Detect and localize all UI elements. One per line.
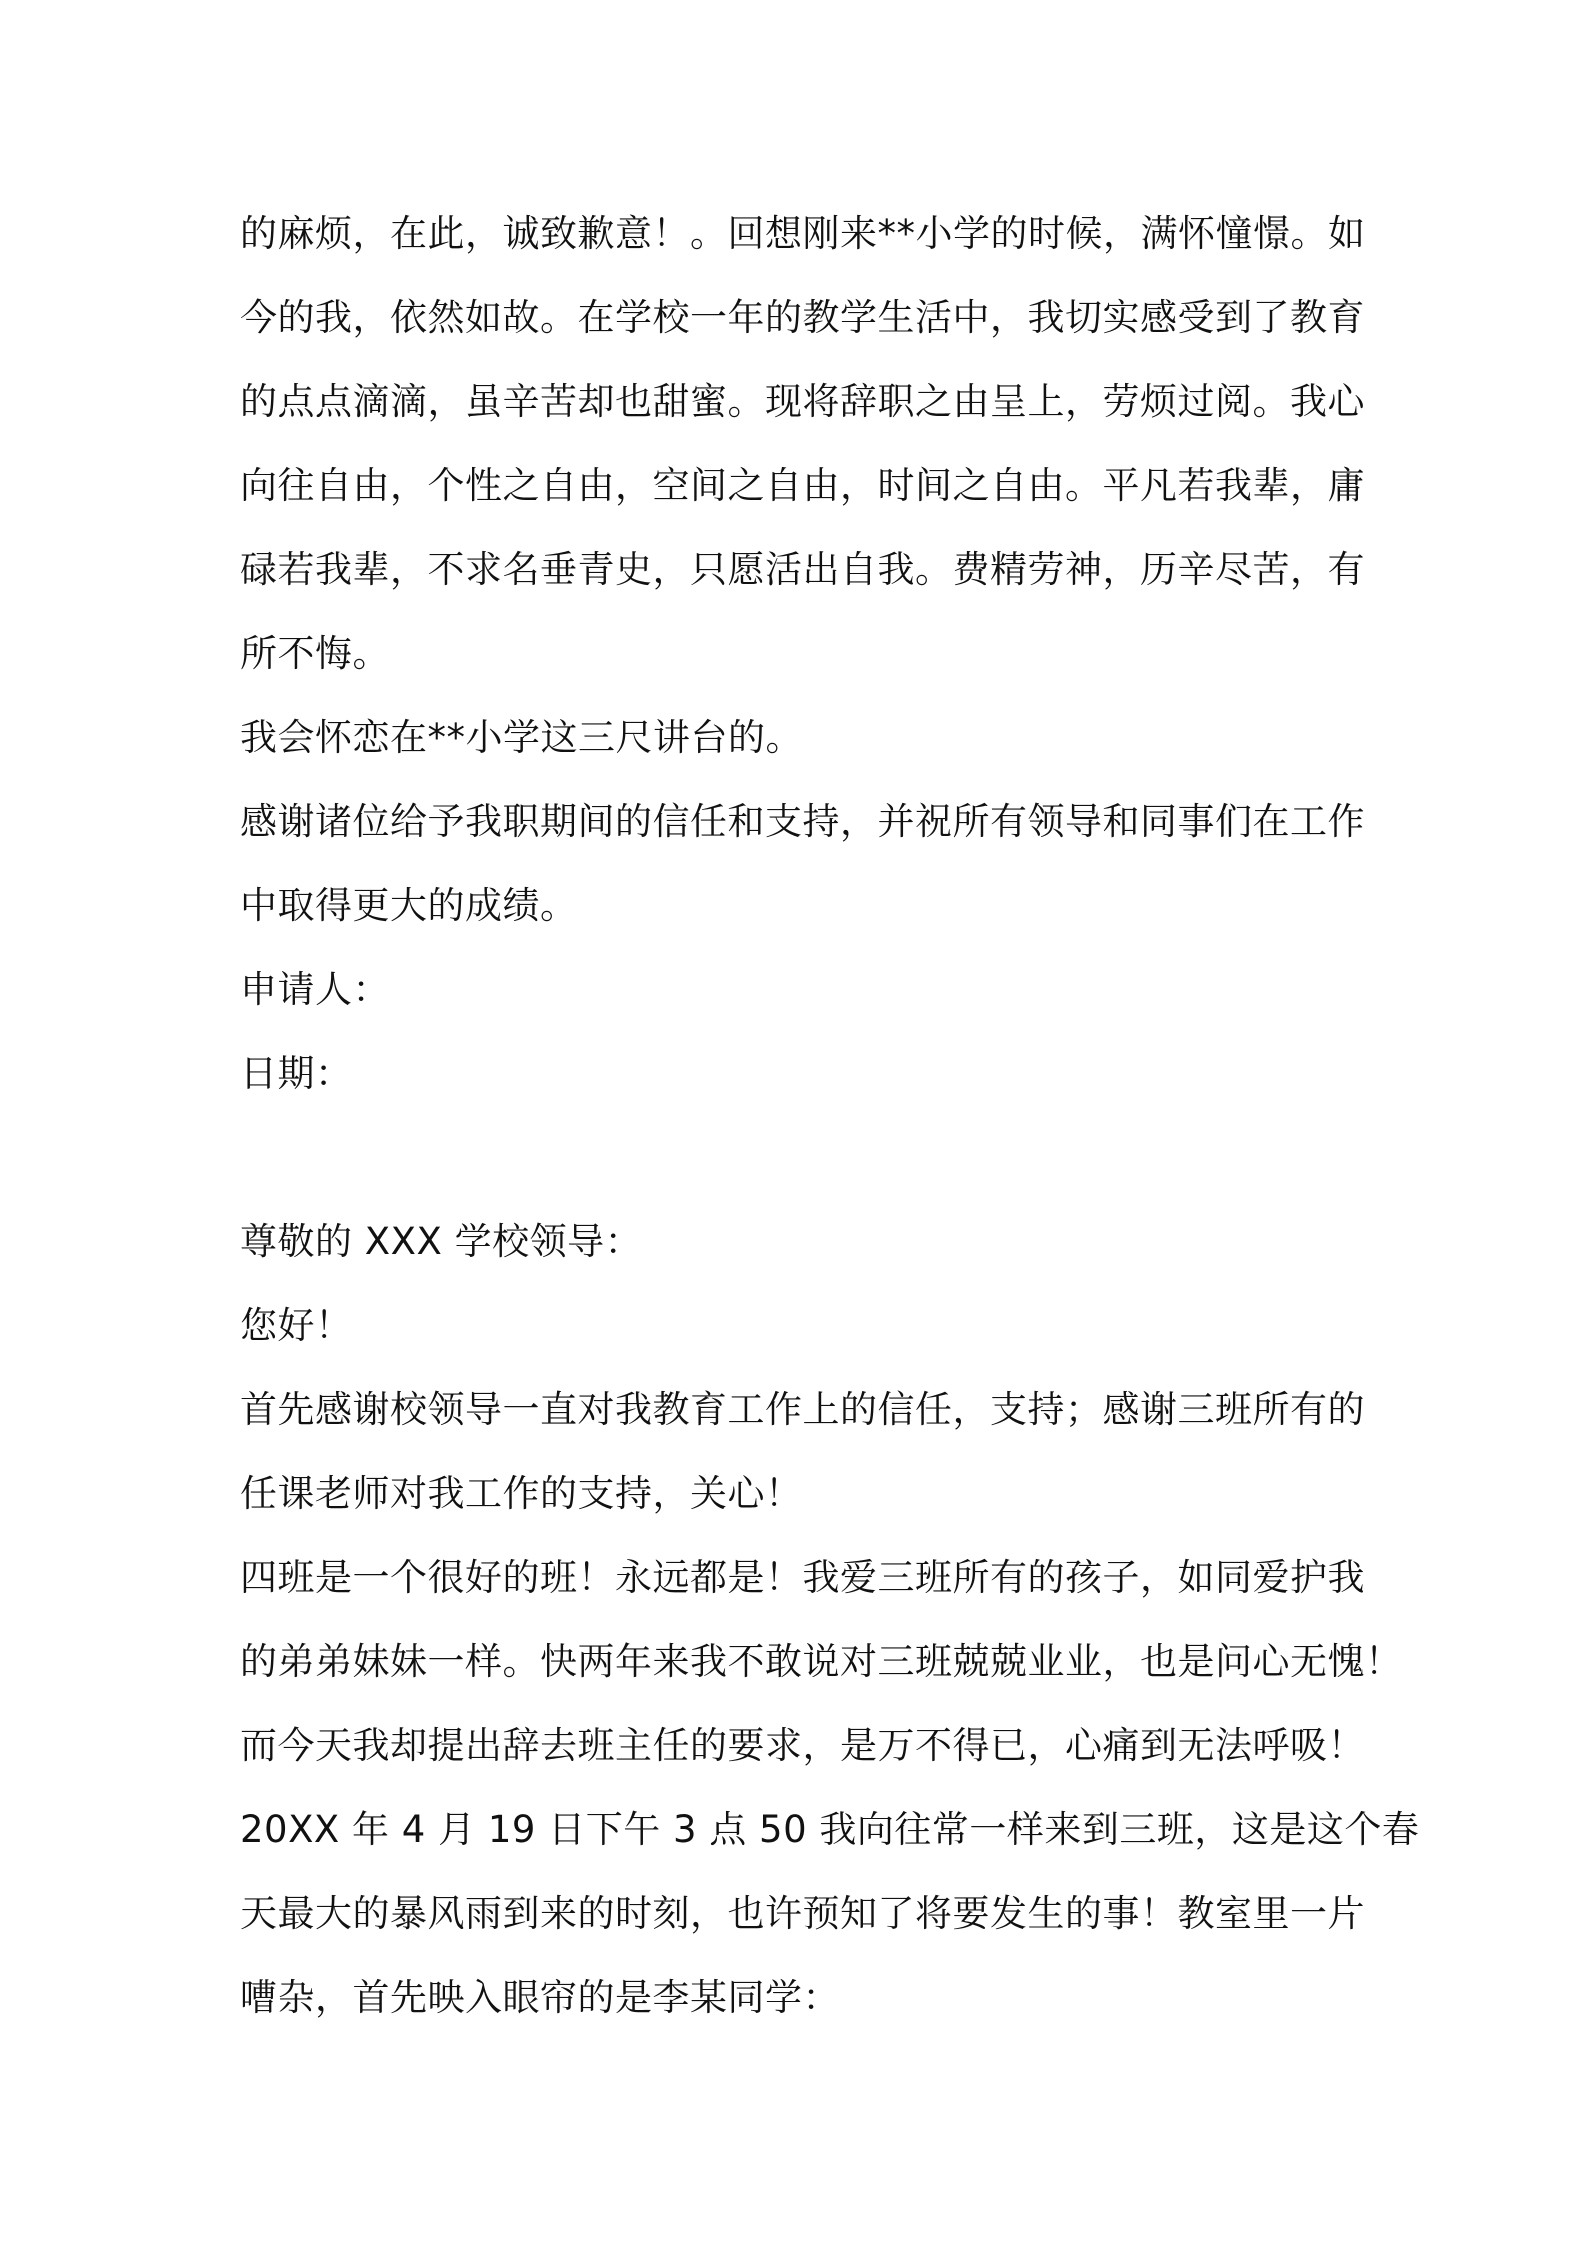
paragraph-line: 任课老师对我工作的支持，关心！ bbox=[240, 1472, 803, 1515]
paragraph-line: 20XX 年 4 月 19 日下午 3 点 50 我向往常一样来到三班，这是这个春 bbox=[240, 1808, 1420, 1851]
paragraph-line: 向往自由，个性之自由，空间之自由，时间之自由。平凡若我辈，庸 bbox=[240, 464, 1365, 507]
salutation: 尊敬的 XXX 学校领导： bbox=[240, 1220, 643, 1263]
paragraph-line: 而今天我却提出辞去班主任的要求，是万不得已，心痛到无法呼吸！ bbox=[240, 1724, 1365, 1767]
paragraph-line: 四班是一个很好的班！永远都是！我爱三班所有的孩子，如同爱护我 bbox=[240, 1556, 1365, 1599]
paragraph-line: 碌若我辈，不求名垂青史，只愿活出自我。费精劳神，历辛尽苦，有 bbox=[240, 548, 1365, 591]
applicant-label: 申请人： bbox=[240, 968, 390, 1011]
paragraph-line: 感谢诸位给予我职期间的信任和支持，并祝所有领导和同事们在工作 bbox=[240, 800, 1365, 843]
resignation-letter-ending bbox=[240, 192, 1366, 1116]
section-spacer bbox=[240, 1116, 1358, 1200]
greeting: 您好！ bbox=[240, 1304, 353, 1347]
second-letter bbox=[240, 1200, 1420, 2040]
paragraph-line: 中取得更大的成绩。 bbox=[240, 884, 578, 927]
paragraph-line: 天最大的暴风雨到来的时刻，也许预知了将要发生的事！教室里一片 bbox=[240, 1892, 1365, 1935]
paragraph-line: 的点点滴滴，虽辛苦却也甜蜜。现将辞职之由呈上，劳烦过阅。我心 bbox=[240, 380, 1365, 423]
paragraph-line: 首先感谢校领导一直对我教育工作上的信任，支持；感谢三班所有的 bbox=[240, 1388, 1365, 1431]
paragraph-line: 今的我，依然如故。在学校一年的教学生活中，我切实感受到了教育 bbox=[240, 296, 1365, 339]
paragraph-line: 我会怀恋在**小学这三尺讲台的。 bbox=[240, 716, 803, 759]
paragraph-line: 所不悔。 bbox=[240, 632, 390, 675]
date-label: 日期： bbox=[240, 1052, 353, 1095]
paragraph-line: 嘈杂，首先映入眼帘的是李某同学： bbox=[240, 1976, 840, 2019]
document-body bbox=[240, 192, 1420, 2040]
paragraph-line: 的麻烦，在此，诚致歉意！。回想刚来**小学的时候，满怀憧憬。如 bbox=[240, 212, 1366, 255]
paragraph-line: 的弟弟妹妹一样。快两年来我不敢说对三班兢兢业业，也是问心无愧！ bbox=[240, 1640, 1403, 1683]
